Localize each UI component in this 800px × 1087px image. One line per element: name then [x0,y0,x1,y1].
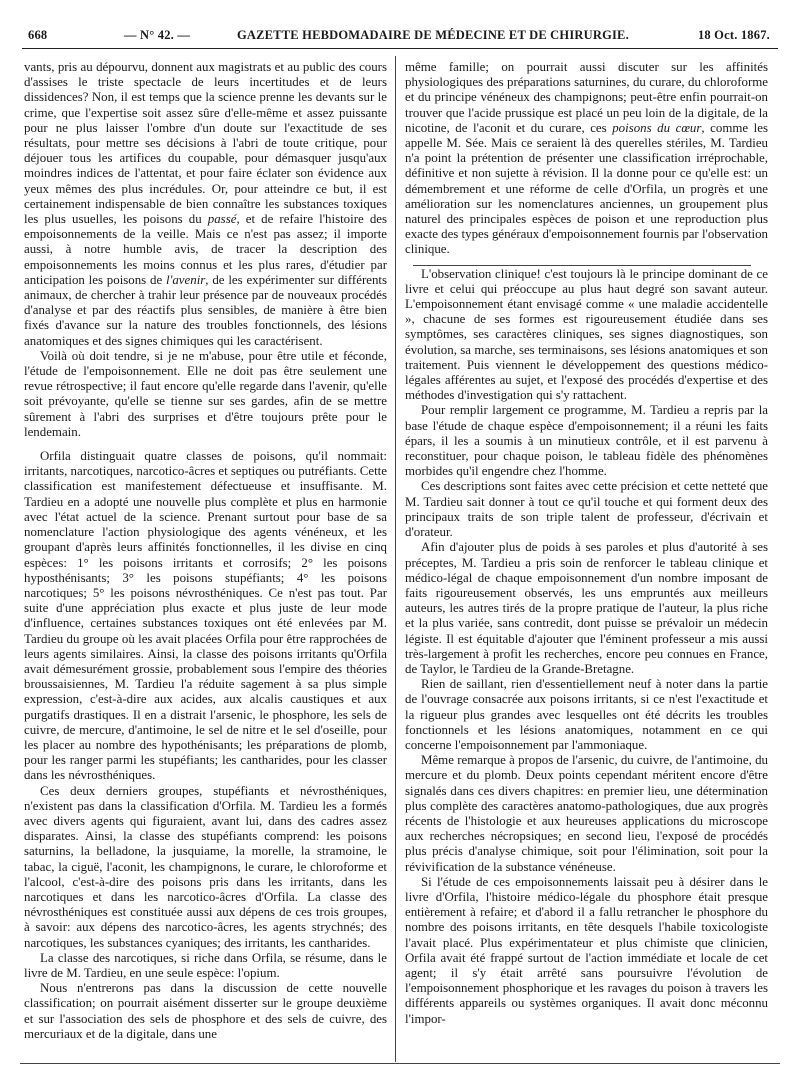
column-divider [395,56,396,1062]
issue-date: 18 Oct. 1867. [697,28,770,42]
paragraph: même famille; on pourrait aussi discuter sur les affinités physiologiques des préparations saturnines, du curare, du chloroforme et du principe vénéneux des champignons; peut-être enfin pourrait-on trouver que l'acide prussique est placé un peu loin de la digitale, de la nicotine, de l'aconit et du curare, ces poisons du cœur, comme les appelle M. Sée. Mais ce seraient là des querelles stériles, M. Tardieu n'a point la prétention de présenter une classification irréprochable, définitive et non sujette à révision. Il la donne pour ce qu'elle est: un démembrement et une réforme de celle d'Orfila, un progrès et une amélioration sur les nomenclatures anciennes, un groupement plus naturel des principales espèces de poison et une reproduction plus exacte des types généraux d'empoisonnement fournis par l'observation clinique. [405,60,768,257]
paragraph: Afin d'ajouter plus de poids à ses paroles et plus d'autorité à ses préceptes, M. Tardieu a pris soin de renforcer le tableau clinique et médico-légal de chaque empoisonnement d'un nombre imposant de faits rigoureusement observés, les uns empruntés aux meilleurs auteurs, les autres tirés de la propre pratique de l'auteur, la plus riche et la plus variée, sans contredit, dont puisse se prévaloir un médecin légiste. Il est équitable d'ajouter que l'éminent professeur a mis aussi très-largement à profit les recherches, encore peu connues en France, de Taylor, le Tardieu de la Grande-Bretagne. [405,540,768,676]
left-column [24,60,387,1042]
right-column [405,60,768,1027]
page-header [22,26,778,49]
issue-number: — N° 42. — [124,28,191,42]
paragraph: La classe des narcotiques, si riche dans Orfila, se résume, dans le livre de M. Tardieu, en une seule espèce: l'opium. [24,950,387,980]
paragraph: Orfila distinguait quatre classes de poisons, qu'il nommait: irritants, narcotiques, narcotico-âcres et septiques ou putréfiants. Cette classification est manifestement défectueuse et insuffisante. M. Tardieu en a adopté une nouvelle plus complète et plus en harmonie avec l'état actuel de la science. Prenant surtout pour base de sa nomenclature l'action physiologique des agents vénéneux, et les groupant d'après leurs affinités fonctionnelles, il les divise en cinq espèces: 1° les poisons irritants et corrosifs; 2° les poisons hyposthénisants; 3° les poisons stupéfiants; 4° les poisons narcotiques; 5° les poisons névrosthéniques. Ce n'est pas tout. Par suite d'une appréciation plus exacte et plus juste de leur mode d'influence, certaines substances toxiques ont été enlevées par M. Tardieu du groupe où les avait placées Orfila pour être rapprochées de leurs agents similaires. Ainsi, la classe des poisons irritants qu'Orfila avait démesurément grossie, probablement sous l'empire des théories broussaisiennes, M. Tardieu l'a réduite sagement à sa plus simple expression, c'est-à-dire aux acides, aux alcalis caustiques et aux purgatifs drastiques. Il en a distrait l'arsenic, le phosphore, les sels de cuivre, de mercure, d'antimoine, le sel de nitre et le sel d'oseille, pour les placer au nombre des hypothénisants; les préparations de plomb, pour les ranger parmi les stupéfiants; les cantharides, pour les classer dans les névrosthéniques. [24,449,387,783]
page-bottom-rule [20,1063,780,1064]
page-number: 668 [28,28,48,42]
section-rule [413,265,751,266]
journal-title: GAZETTE HEBDOMADAIRE DE MÉDECINE ET DE CHIRURGIE. [237,28,629,42]
paragraph: L'observation clinique! c'est toujours là le principe dominant de ce livre et celui qui préoccupe au plus haut degré son savant auteur. L'empoisonnement étant envisagé comme « une maladie accidentelle », chacune de ses formes est rigoureusement étudiée dans ses symptômes, ses caractères cliniques, ses signes diagnostiques, son évolution, sa marche, ses terminaisons, ses lésions anatomiques et son traitement. Puis viennent le développement des questions médico-légales afférentes au sujet, et l'exposé des procédés d'expertise et des méthodes d'investigation qui s'y rattachent. [405,266,768,403]
paragraph: Ces deux derniers groupes, stupéfiants et névrosthéniques, n'existent pas dans la classification d'Orfila. M. Tardieu les a formés avec divers agents qui figuraient, avant lui, dans des cadres assez disparates. Ainsi, la classe des stupéfiants comprend: les poisons saturnins, la belladone, la jusquiame, la morelle, la stramoine, le tabac, la ciguë, l'aconit, les champignons, le curare, le chloroforme et l'alcool, c'est-à-dire des poisons pris dans les irritants, dans les narcotiques et dans les narcotico-âcres d'Orfila. La classe des névrosthéniques est constituée aussi aux dépens de ces trois groupes, à savoir: aux dépens des narcotico-âcres, les agents strychnés; des narcotiques, les substances cyaniques; des irritants, les cantharides. [24,783,387,950]
paragraph: vants, pris au dépourvu, donnent aux magistrats et au public des cours d'assises le triste spectacle de leurs incertitudes et de leurs dissidences? Non, il est temps que la science prenne les devants sur le crime, que l'expertise soit assez sûre d'elle-même et assez puissante pour ne plus laisser l'ombre d'un doute sur l'exactitude de ses résultats, pour mettre ses décisions à l'abri de toute critique, pour déjouer tous les artifices du coupable, pour démasquer jusqu'aux moindres indices de l'attentat, et pour faire éclater son évidence aux yeux mêmes des plus incrédules. Or, pour atteindre ce but, il est certainement indispensable de bien connaître les substances toxiques les plus usuelles, les poisons du passé, et de refaire l'histoire des empoisonnements de la veille. Mais ce n'est pas assez; il importe aussi, à notre humble avis, de tracer la description des empoisonnements les moins connus et les plus rares, d'étudier par anticipation les poisons de l'avenir, de les expérimenter sur différents animaux, de chercher à trahir leur présence par de nouveaux procédés d'analyse et par des réactifs plus sensibles, de manière à être bien fixés d'avance sur la nature des troubles fonctionnels, des lésions anatomiques et des signes chimiques qui les caractérisent. [24,60,388,348]
paragraph: Nous n'entrerons pas dans la discussion de cette nouvelle classification; on pourrait aisément disserter sur le groupe deuxième et sur l'association des sels de phosphore et des sels de cuivre, des mercuriaux et de la digitale, dans une [24,981,387,1041]
paragraph: Ces descriptions sont faites avec cette précision et cette netteté que M. Tardieu sait donner à tout ce qu'il touche et qui forment deux des principaux traits de son triple talent de professeur, d'écrivain et d'orateur. [405,479,768,540]
paragraph: Voilà où doit tendre, si je ne m'abuse, pour être utile et féconde, l'étude de l'empoisonnement. Elle ne doit pas être seulement une revue rétrospective; il faut encore qu'elle regarde dans l'avenir, qu'elle soit prévoyante, qu'elle se tienne sur ses gardes, afin de se mettre sûrement à l'abri des surprises et d'être toujours prête pour le lendemain. [24,348,387,439]
paragraph: Si l'étude de ces empoisonnements laissait peu à désirer dans le livre d'Orfila, l'histoire médico-légale du phosphore était presque entièrement à refaire; et d'abord il a fallu retrancher le phosphore du nombre des poisons irritants, en tête desquels l'habile toxicologiste l'avait placé. Plus expérimentateur et plus chimiste que clinicien, Orfila avait été frappé surtout de l'action immédiate et locale de cet agent; il s'y était arrêté sans poursuivre l'évolution de l'empoisonnement phosphorique et les ravages du poison à travers les différents appareils ou systèmes organiques. Il avait donc méconnu l'impor- [405,874,768,1026]
paragraph: Rien de saillant, rien d'essentiellement neuf à noter dans la partie de l'ouvrage consacrée aux poisons irritants, si ce n'est l'exactitude et la rigueur plus grandes avec lesquelles ont été décrits les troubles fonctionnels et les lésions anatomiques, notamment en ce qui concerne l'empoisonnement par l'ammoniaque. [405,677,768,752]
paragraph: Pour remplir largement ce programme, M. Tardieu a repris par la base l'étude de chaque espèce d'empoisonnement; il a réuni les faits épars, il les a soumis à un minutieux contrôle, et il est parvenu à reconstituer, pour chaque poison, le tableau fidèle des phénomènes morbides qu'il engendre chez l'homme. [405,403,768,479]
paragraph: Même remarque à propos de l'arsenic, du cuivre, de l'antimoine, du mercure et du plomb. Deux points cependant méritent encore d'être signalés dans ces divers chapitres: en premier lieu, une détermination plus complète des caractères anatomo-pathologiques, due aux progrès récents de l'histologie et aux heureuses applications du microscope aux recherches nécropsiques; en second lieu, l'exposé de procédés plus précis d'analyse chimique, soit pour l'élimination, soit pour la révivification de la substance vénéneuse. [405,753,768,874]
